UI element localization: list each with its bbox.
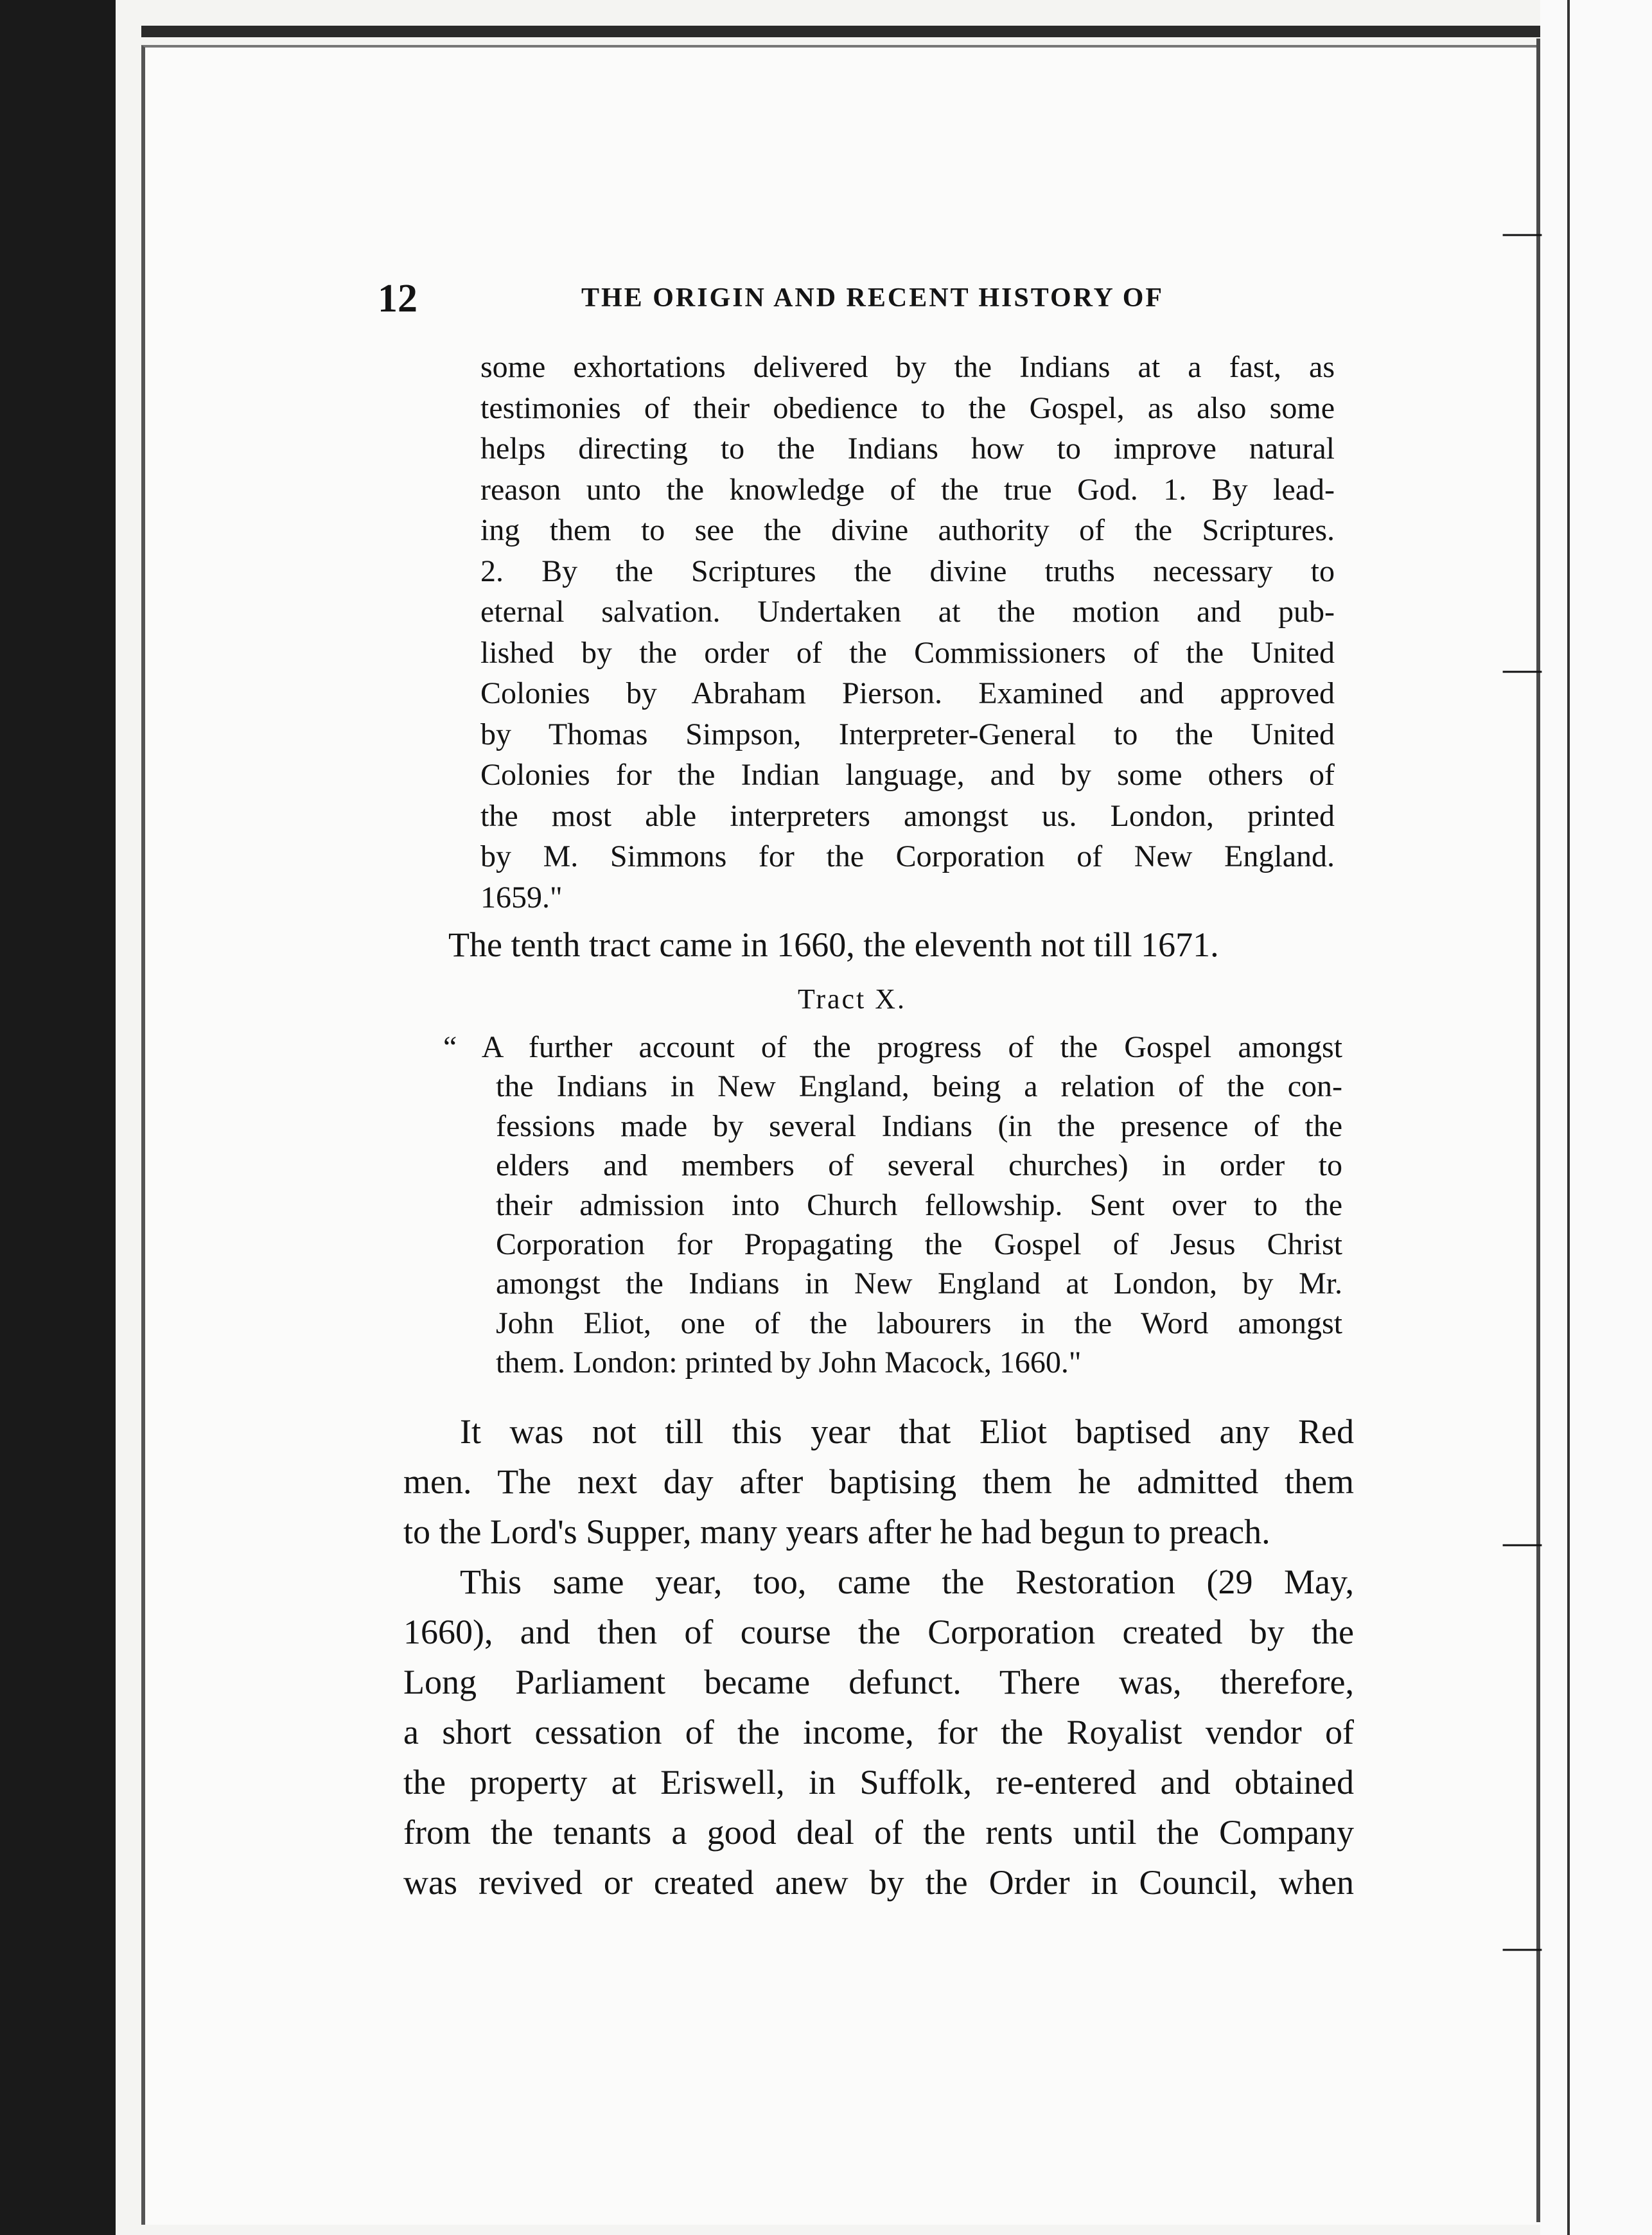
text-line: their admission into Church fellowship. Sent over to the (496, 1188, 1342, 1222)
text-line: lished by the order of the Commissioners of the United (480, 635, 1335, 670)
text-line: the most able interpreters amongst us. London, printed (480, 798, 1335, 833)
text-line: from the tenants a good deal of the rents until the Company (403, 1813, 1354, 1852)
text-line: It was not till this year that Eliot baptised any Red (460, 1412, 1354, 1451)
text-line: fessions made by several Indians (in the presence of the (496, 1109, 1342, 1143)
text-line: Long Parliament became defunct. There was, therefore, (403, 1663, 1354, 1701)
text-line: a short cessation of the income, for the Royalist vendor of (403, 1713, 1354, 1751)
facing-page-strip (1540, 0, 1652, 2235)
text-line: elders and members of several churches) in order to (496, 1148, 1342, 1183)
binding-mark: — (1503, 210, 1542, 252)
text-line: eternal salvation. Undertaken at the motion and pub- (480, 595, 1335, 629)
quoted-title-tract-x (443, 1028, 1342, 1383)
text-line: some exhortations delivered by the Indians at a fast, as (480, 350, 1335, 384)
text-line: them. London: printed by John Macock, 1660." (496, 1345, 1082, 1380)
text-line: Corporation for Propagating the Gospel of Jesus Christ (496, 1227, 1342, 1261)
text-line: Colonies for the Indian language, and by some others of (480, 758, 1335, 792)
text-line: “ A further account of the progress of the Gospel amongst (443, 1030, 1342, 1064)
facing-page-edge (1567, 0, 1570, 2235)
text-line: testimonies of their obedience to the Gospel, as also some (480, 390, 1335, 425)
page-number: 12 (378, 277, 417, 320)
body-paragraphs (403, 1407, 1354, 1907)
text-line: 1659." (480, 880, 563, 915)
text-line: by Thomas Simpson, Interpreter-General to the United (480, 717, 1335, 751)
text-line: John Eliot, one of the labourers in the Word amongst (496, 1306, 1342, 1340)
text-line: by M. Simmons for the Corporation of New England. (480, 839, 1335, 873)
binding-mark: — (1503, 647, 1542, 689)
text-line: 1660), and then of course the Corporation created by the (403, 1613, 1354, 1651)
binding-mark: — (1503, 1520, 1542, 1563)
binding-mark: — (1503, 1925, 1542, 1967)
text-line: amongst the Indians in New England at London, by Mr. (496, 1266, 1342, 1301)
text-line: helps directing to the Indians how to improve natural (480, 432, 1335, 466)
text-line: 2. By the Scriptures the divine truths necessary to (480, 554, 1335, 588)
text-line: reason unto the knowledge of the true God. 1. By lead- (480, 472, 1335, 507)
text-line: the property at Eriswell, in Suffolk, re-entered and obtained (403, 1763, 1354, 1801)
text-line: was revived or created anew by the Order in Council, when (403, 1863, 1354, 1902)
text-line: men. The next day after baptising them he admitted them (403, 1462, 1354, 1501)
text-line: to the Lord's Supper, many years after he had begun to preach. (403, 1512, 1270, 1551)
text-line: the Indians in New England, being a relation of the con- (496, 1069, 1342, 1104)
tract-x-heading: Tract X. (798, 983, 907, 1015)
tenth-tract-sentence: The tenth tract came in 1660, the eleventh not till 1671. (448, 925, 1219, 964)
page-top-edge (141, 26, 1542, 37)
page-right-border (1536, 39, 1540, 2222)
quoted-title-tract-ix (480, 347, 1335, 918)
text-line: ing them to see the divine authority of the Scriptures. (480, 513, 1335, 547)
running-head: THE ORIGIN AND RECENT HISTORY OF (581, 283, 1164, 313)
text-line: This same year, too, came the Restoration (29 May, (460, 1563, 1354, 1601)
text-line: Colonies by Abraham Pierson. Examined and approved (480, 676, 1335, 710)
